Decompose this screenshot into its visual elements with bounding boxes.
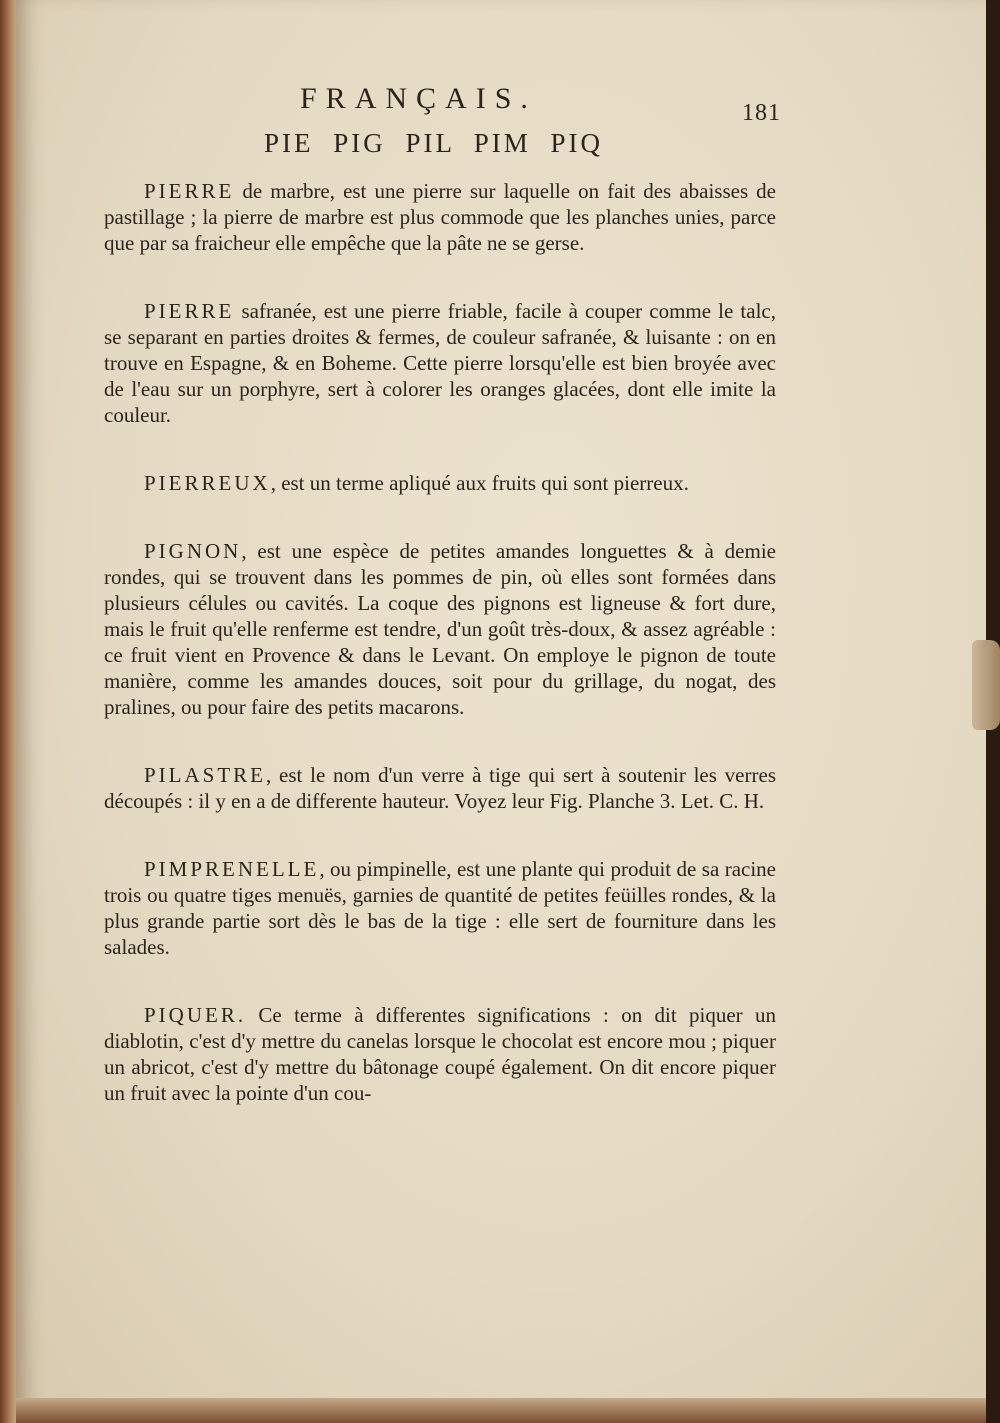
entry-headword: PIERREUX [144,471,271,495]
entry-headword: PIGNON [144,539,242,563]
entry-headword: PIERRE [144,179,235,203]
entry-headword: PIMPRENELLE [144,857,320,881]
entry-pierre-safranee [104,298,776,428]
entry-piquer [104,1002,776,1106]
entry-pierre-de-marbre [104,178,776,256]
entry-pierreux [104,470,776,496]
entry-definition: , est une espèce de petites amandes longuettes & à demie rondes, qui se trouvent dans les pommes de pin, où elles sont formées dans plusieurs célules ou cavités. La coque des pignons est ligneuse & fort dure, mais le fruit qu'elle renferme est tendre, d'un goût très-doux, & assez agréable : ce fruit vient en Provence & dans le Levant. On employe le pignon de toute manière, comme les amandes douces, soit pour du grillage, du nogat, des pralines, ou pour faire des petits macarons. [104,539,776,719]
entry-definition: , est le nom d'un verre à tige qui sert à soutenir les verres découpés : il y en a de differente hauteur. Voyez leur Fig. Planche 3. Let. C. H. [104,763,776,813]
entry-definition: de marbre, est une pierre sur laquelle on fait des abaisses de pastillage ; la pierre de marbre est plus commode que les planches unies, parce que par sa fraicheur elle empêche que la pâte ne se gerse. [104,179,776,255]
entry-definition: , est un terme apliqué aux fruits qui sont pierreux. [270,471,689,495]
entry-pignon [104,538,776,720]
entry-definition: Ce terme à differentes significations : on dit piquer un diablotin, c'est d'y mettre du canelas lorsque le chocolat est encore mou ; piquer un abricot, c'est d'y mettre du bâtonage coupé également. On dit encore piquer un fruit avec la pointe d'un cou- [104,1003,776,1105]
entry-pimprenelle [104,856,776,960]
entry-pilastre [104,762,776,814]
binding-edge [16,1398,986,1423]
dictionary-entries [104,178,776,1148]
page-tab-edge [972,640,1000,730]
page-number: 181 [742,100,781,126]
entry-headword: PIERRE [144,299,235,323]
guide-words: PIE PIG PIL PIM PIQ [264,128,604,158]
running-title: FRANÇAIS. [300,82,537,115]
entry-headword: PILASTRE [144,763,267,787]
entry-headword: PIQUER. [144,1003,247,1027]
entry-definition: safranée, est une pierre friable, facile à couper comme le talc, se separant en parties droites & fermes, de couleur safranée, & luisante : on en trouve en Espagne, & en Boheme. Cette pierre lorsqu'elle est bien broyée avec de l'eau sur un porphyre, sert à colorer les oranges glacées, dont elle imite la couleur. [104,299,776,427]
entry-definition: , ou pimpinelle, est une plante qui produit de sa racine trois ou quatre tiges menuës, garnies de quantité de petites feüilles rondes, & la plus grande partie sort dès le bas de la tige : elle sert de fourniture dans les salades. [104,857,776,959]
